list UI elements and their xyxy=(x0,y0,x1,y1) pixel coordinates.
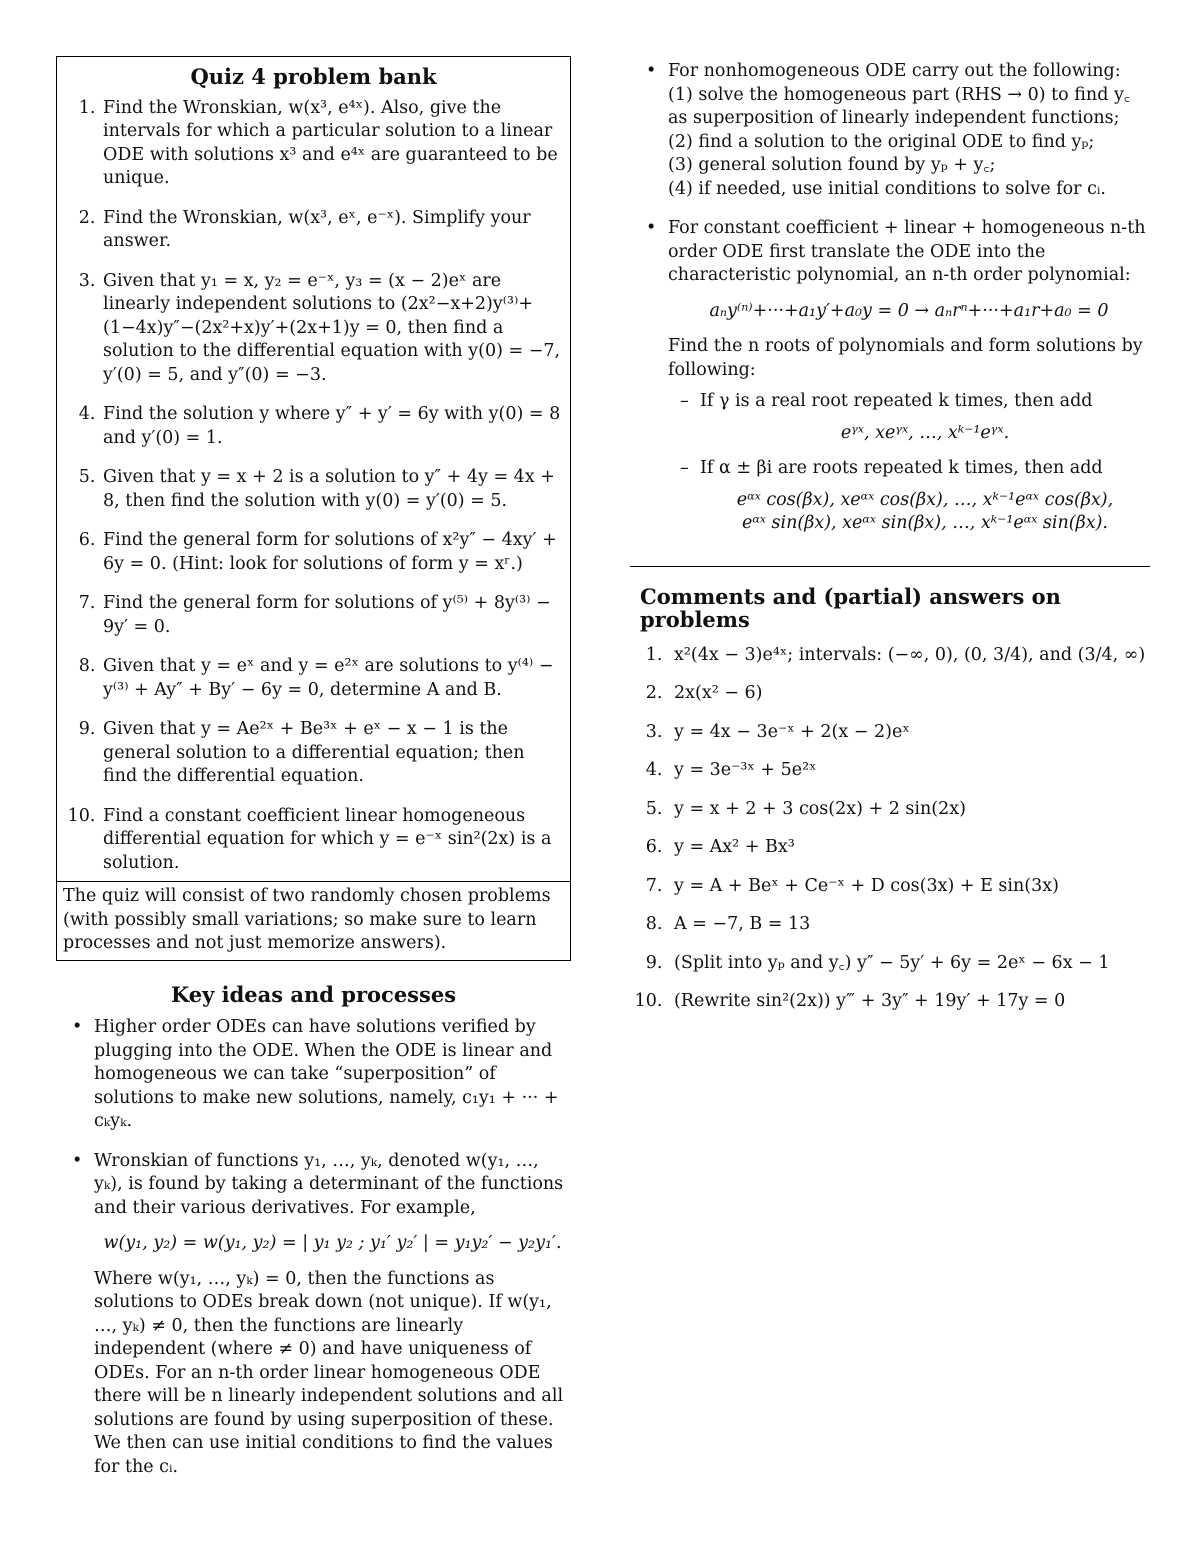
answer-item: 9. (Split into yₚ and y꜀) y″ − 5y′ + 6y = 2eˣ − 6x − 1 xyxy=(668,952,1150,976)
answer-item: 7. y = A + Beˣ + Ce⁻ˣ + D cos(3x) + E sin(3x) xyxy=(668,875,1150,899)
key-ideas-list-left xyxy=(56,1016,571,1479)
answer-list xyxy=(630,644,1150,1014)
real-root-case xyxy=(700,390,1150,445)
quiz-note: The quiz will consist of two randomly chosen problems (with possibly small variations; so make sure to learn processes and not just memorize answers). xyxy=(57,881,570,960)
key-idea-superposition: • Higher order ODEs can have solutions verified by plugging into the ODE. When the ODE is linear and homogeneous we can take “superposition” of solutions to make new solutions, namely, c₁y₁ + ··· + cₖyₖ. xyxy=(94,1016,571,1134)
problem-item: 3. Given that y₁ = x, y₂ = e⁻ˣ, y₃ = (x − 2)eˣ are linearly independent solutions to (2x²−x+2)y⁽³⁾+(1−4x)y″−(2x²+x)y′+(2x+1)y = 0, then find a solution to the differential equation with y(0) = −7, y′(0) = 5, and y″(0) = −3. xyxy=(101,270,564,388)
problem-item: 9. Given that y = Ae²ˣ + Be³ˣ + eˣ − x − 1 is the general solution to a differential equation; then find the differential equation. xyxy=(101,718,564,789)
problem-item: 4. Find the solution y where y″ + y′ = 6y with y(0) = 8 and y′(0) = 1. xyxy=(101,403,564,450)
answer-item: 3. y = 4x − 3e⁻ˣ + 2(x − 2)eˣ xyxy=(668,721,1150,745)
wronskian-intro: • Wronskian of functions y₁, …, yₖ, denoted w(y₁, …, yₖ), is found by taking a determinant of the functions and their various derivatives. For example, xyxy=(94,1150,564,1218)
nonhomog-line: (4) if needed, use initial conditions to solve for cᵢ. xyxy=(668,178,1106,199)
complex-root-case xyxy=(700,457,1150,536)
problem-item: 2. Find the Wronskian, w(x³, eˣ, e⁻ˣ). Simplify your answer. xyxy=(101,207,564,254)
answer-item: 10. (Rewrite sin²(2x)) y‴ + 3y″ + 19y′ + 17y = 0 xyxy=(668,990,1150,1014)
answer-item: 8. A = −7, B = 13 xyxy=(668,913,1150,937)
answer-item: 6. y = Ax² + Bx³ xyxy=(668,836,1150,860)
problem-item: 10. Find a constant coefficient linear homogeneous differential equation for which y = e⁻ˣ sin²(2x) is a solution. xyxy=(101,805,564,876)
answer-item: 4. y = 3e⁻³ˣ + 5e²ˣ xyxy=(668,759,1150,783)
real-root-eq: eᵞˣ, xeᵞˣ, …, xᵏ⁻¹eᵞˣ. xyxy=(840,422,1010,443)
key-ideas-title: Key ideas and processes xyxy=(170,981,457,1007)
problem-list xyxy=(57,97,570,876)
nonhomog-line: (1) solve the homogeneous part (RHS → 0) to find y꜀ as superposition of linearly independent functions; xyxy=(668,84,1130,128)
right-column xyxy=(630,60,1150,1029)
answer-item: 5. y = x + 2 + 3 cos(2x) + 2 sin(2x) xyxy=(668,798,1150,822)
complex-root-eq-cos: eᵅˣ cos(βx), xeᵅˣ cos(βx), …, xᵏ⁻¹eᵅˣ cos(βx), xyxy=(736,489,1114,510)
answer-item: 2. 2x(x² − 6) xyxy=(668,682,1150,706)
answer-item: 1. x²(4x − 3)e⁴ˣ; intervals: (−∞, 0), (0, 3/4), and (3/4, ∞) xyxy=(668,644,1150,668)
nonhomog-line: • For nonhomogeneous ODE carry out the following: xyxy=(668,61,1121,81)
root-cases xyxy=(668,390,1150,536)
real-root-text: – If γ is a real root repeated k times, then add xyxy=(700,391,1093,411)
problem-item: 6. Find the general form for solutions of x²y″ − 4xy′ + 6y = 0. (Hint: look for solutions of form y = xʳ.) xyxy=(101,529,564,576)
wronskian-explanation: Where w(y₁, …, yₖ) = 0, then the functions as solutions to ODEs break down (not unique). If w(y₁, …, yₖ) ≠ 0, then the functions are linearly independent (where ≠ 0) and have uniqueness of ODEs. For an n-th order linear homogeneous ODE there will be n linearly independent solutions and all solutions are found by using superposition of these. We then can use initial conditions to find the values for the cᵢ. xyxy=(94,1268,564,1477)
answers-title: Comments and (partial) answers on problems xyxy=(640,583,1061,632)
quiz-box xyxy=(56,56,571,961)
characteristic-equation: aₙy⁽ⁿ⁾+···+a₁y′+a₀y = 0 → aₙrⁿ+···+a₁r+a₀ = 0 xyxy=(709,300,1109,321)
problem-item: 8. Given that y = eˣ and y = e²ˣ are solutions to y⁽⁴⁾ − y⁽³⁾ + Ay″ + By′ − 6y = 0, determine A and B. xyxy=(101,655,564,702)
problem-item: 7. Find the general form for solutions of y⁽⁵⁾ + 8y⁽³⁾ − 9y′ = 0. xyxy=(101,592,564,639)
characteristic-intro: • For constant coefficient + linear + homogeneous n-th order ODE first translate the ODE into the characteristic polynomial, an n-th order polynomial: xyxy=(668,218,1146,285)
problem-item: 1. Find the Wronskian, w(x³, e⁴ˣ). Also, give the intervals for which a particular solution to a linear ODE with solutions x³ and e⁴ˣ are guaranteed to be unique. xyxy=(101,97,564,191)
key-ideas-list-right xyxy=(630,60,1150,536)
problem-item: 5. Given that y = x + 2 is a solution to y″ + 4y = 4x + 8, then find the solution with y(0) = y′(0) = 5. xyxy=(101,466,564,513)
key-idea-characteristic xyxy=(668,217,1150,536)
quiz-title: Quiz 4 problem bank xyxy=(190,64,437,89)
wronskian-equation: w(y₁, y₂) = w(y₁, y₂) = | y₁ y₂ ; y₁′ y₂′ | = y₁y₂′ − y₂y₁′. xyxy=(103,1233,562,1253)
key-idea-wronskian xyxy=(94,1150,571,1480)
complex-root-eq-sin: eᵅˣ sin(βx), xeᵅˣ sin(βx), …, xᵏ⁻¹eᵅˣ sin(βx). xyxy=(741,513,1108,533)
key-idea-nonhomogeneous xyxy=(668,60,1150,201)
nonhomog-line: (3) general solution found by yₚ + y꜀; xyxy=(668,155,996,175)
section-divider xyxy=(630,566,1150,567)
nonhomog-line: (2) find a solution to the original ODE to find yₚ; xyxy=(668,131,1095,152)
complex-root-text: – If α ± βi are roots repeated k times, then add xyxy=(700,458,1103,478)
left-column xyxy=(56,56,571,1495)
characteristic-find: Find the n roots of polynomials and form solutions by following: xyxy=(668,336,1143,380)
